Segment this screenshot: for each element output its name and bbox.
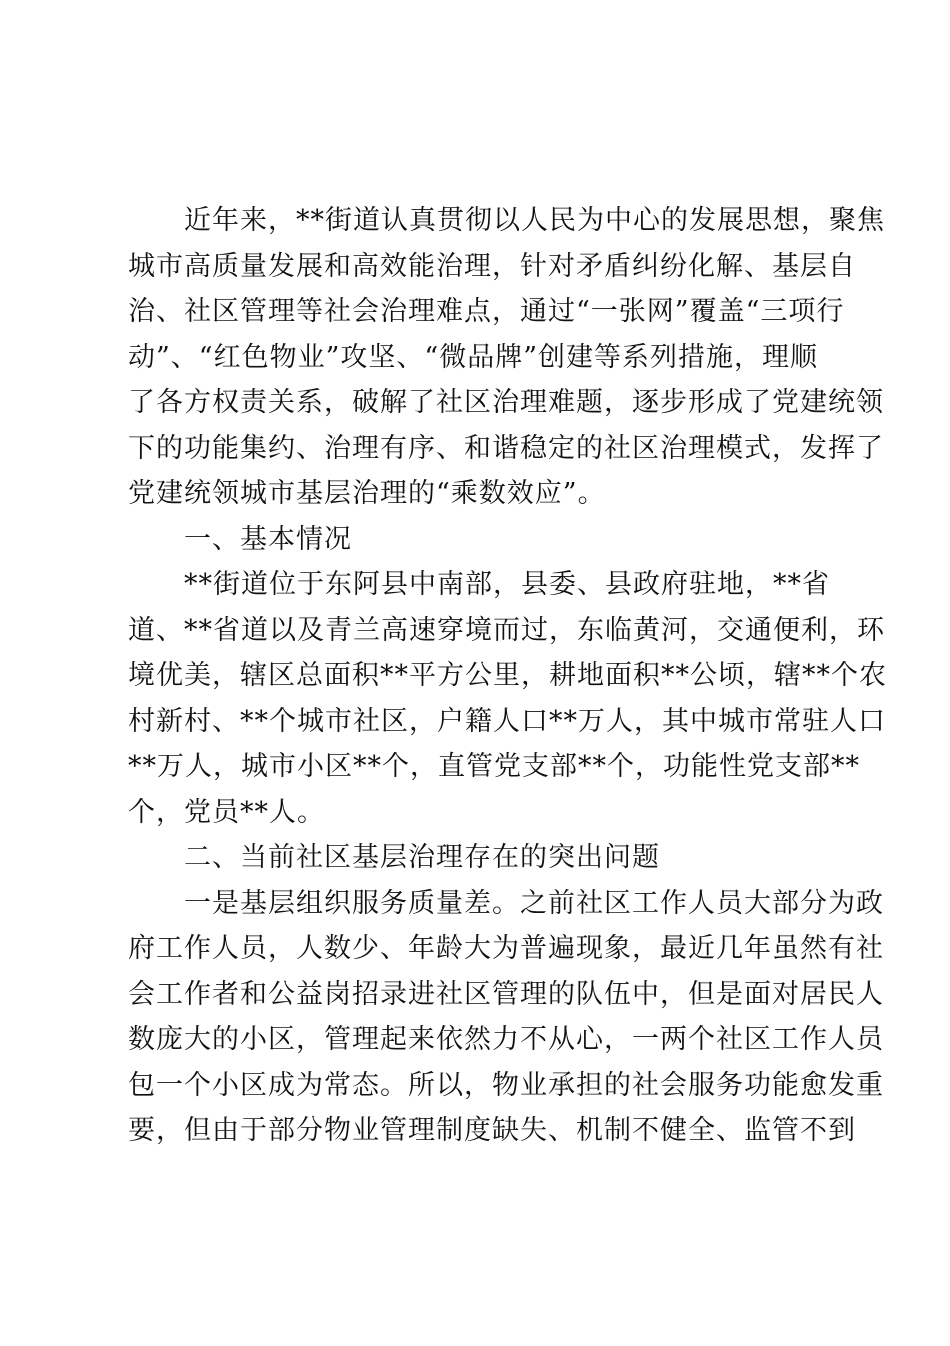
problems-paragraph-line: 府工作人员，人数少、年龄大为普遍现象，最近几年虽然有社 — [128, 933, 884, 964]
intro-paragraph-line: 近年来，**街道认真贯彻以人民为中心的发展思想，聚焦 — [184, 205, 885, 236]
basic-situation-paragraph-line: **街道位于东阿县中南部，县委、县政府驻地，**省 — [184, 569, 830, 600]
basic-situation-paragraph-line: 境优美，辖区总面积**平方公里，耕地面积**公顷，辖**个农 — [128, 660, 887, 691]
intro-paragraph-line: 动”、“红色物业”攻坚、“微品牌”创建等系列措施，理顺 — [128, 341, 819, 373]
basic-situation-paragraph-line: 个，党员**人。 — [128, 796, 325, 828]
section-heading-problems: 二、当前社区基层治理存在的突出问题 — [184, 842, 660, 873]
intro-paragraph-line: 城市高质量发展和高效能治理，针对矛盾纠纷化解、基层自 — [128, 250, 856, 282]
basic-situation-paragraph-line: 道、**省道以及青兰高速穿境而过，东临黄河，交通便利，环 — [128, 614, 885, 646]
intro-paragraph-line: 下的功能集约、治理有序、和谐稳定的社区治理模式，发挥了 — [128, 432, 884, 464]
problems-paragraph-line: 会工作者和公益岗招录进社区管理的队伍中，但是面对居民人 — [128, 978, 884, 1010]
basic-situation-paragraph-line: 村新村、**个城市社区，户籍人口**万人，其中城市常驻人口 — [128, 705, 886, 737]
problems-paragraph-line: 数庞大的小区，管理起来依然力不从心，一两个社区工作人员 — [128, 1024, 884, 1055]
intro-paragraph-line: 党建统领城市基层治理的“乘数效应”。 — [128, 478, 606, 509]
intro-paragraph-line: 治、社区管理等社会治理难点，通过“一张网”覆盖“三项行 — [128, 296, 845, 327]
basic-situation-paragraph-line: **万人，城市小区**个，直管党支部**个，功能性党支部** — [128, 751, 860, 782]
section-heading-basic-situation: 一、基本情况 — [184, 523, 352, 555]
problems-paragraph-line: 包一个小区成为常态。所以，物业承担的社会服务功能愈发重 — [128, 1069, 884, 1101]
problems-paragraph-line: 要，但由于部分物业管理制度缺失、机制不健全、监管不到 — [128, 1115, 856, 1146]
problems-paragraph-line: 一是基层组织服务质量差。之前社区工作人员大部分为政 — [184, 887, 884, 919]
intro-paragraph-line: 了各方权责关系，破解了社区治理难题，逐步形成了党建统领 — [128, 387, 884, 418]
document-body — [128, 198, 887, 1154]
